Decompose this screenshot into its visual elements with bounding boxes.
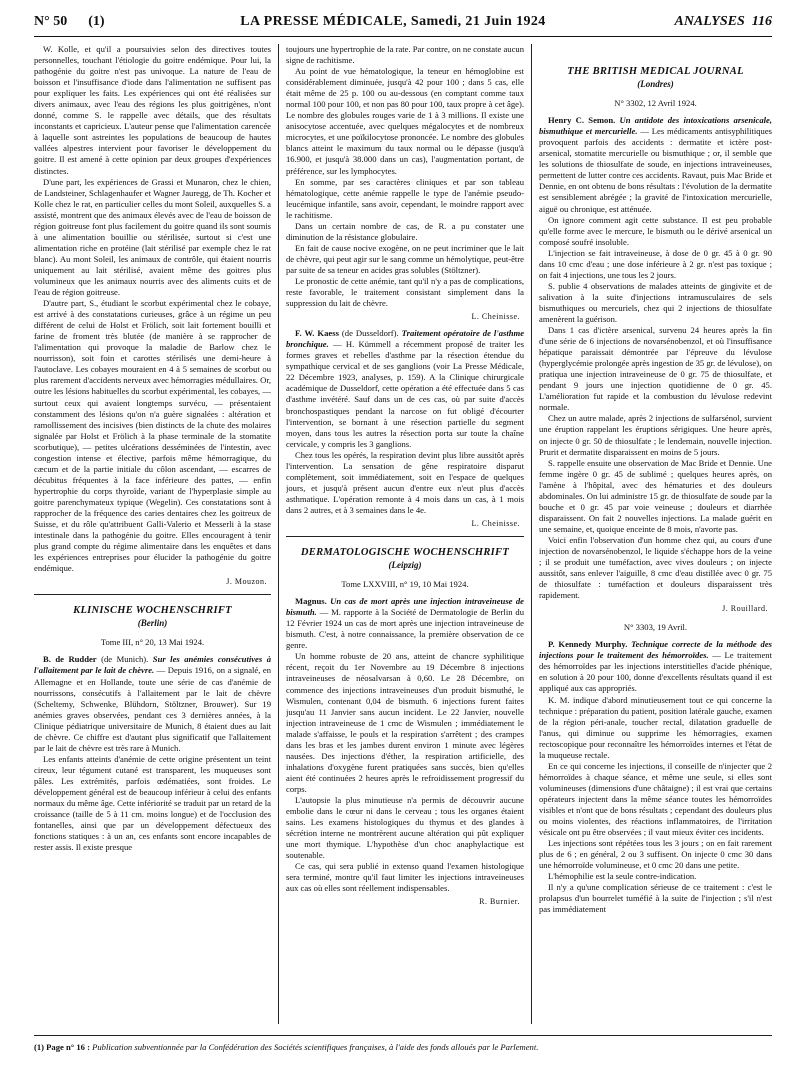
issue-number: N° 50 (1) <box>34 14 105 29</box>
article-title: Technique correcte de la méthode des injections pour le traitement des hémorroïdes. <box>539 639 772 661</box>
section-divider <box>34 594 271 595</box>
paragraph: W. Kolle, et qu'il a poursuivies selon des directives toutes personnelles, touchant l'étiologie du goitre endémique. Pour lui, la pathogénie du goitre n'est pas univoque. La nature de l'eau de boisson et l'insuffisance d'iode dans l'alimentation ne suffisent pas pour expliquer les faits. Les expériences qui ont été réalisées sur divers animaux, avec l'eau des régions les plus goitrigènes, n'ont donné, comme S. le rappelle avec détails, que des résultats inconstants et capricieux. L'auteur pense que l'alimentation carencée à laquelle sont astreintes les populations de beaucoup de hautes vallées alpestres intervient pour favoriser le développement du goitre. Il est amené à cette opinion par deux groupes d'expériences distinctes. <box>34 44 271 176</box>
author-signature: J. Rouillard. <box>722 604 768 614</box>
article-paragraph: P. Kennedy Murphy. Technique correcte de la méthode des injections pour le traitement des hémorroïdes. — Le traitement des hémorroïdes par les injections interstitielles d'acide phénique, en solution à 20 pour 100, donne d'excellents résultats quand il est appliqué aux cas appropriés. <box>539 639 772 694</box>
page-header <box>34 14 772 36</box>
article-author: B. de Rudder <box>43 654 97 665</box>
author-signature: L. Cheinisse. <box>471 518 520 528</box>
article-author: F. W. Kaess <box>295 328 339 339</box>
article-title: Un cas de mort après une injection intraveineuse de bismuth. <box>286 596 524 618</box>
column-divider <box>531 44 532 1024</box>
article-author: Henry C. Semon. <box>548 115 616 126</box>
paragraph: D'une part, les expériences de Grassi et Munaron, chez le chien, de Landsteiner, Schlagenhaufer et Wagner Jauregg, de Th. Kocher et Kolle chez le rat, en particulier celles du mont Soleil, auxquelles S. a assisté, montrent que des animaux élevés avec de l'eau de boisson de région goitreuse font plus facilement du goitre quand ils sont soumis à une alimentation bouillie ou stérilisée, surtout si c'est une alimentation riche en protéine (lait stérilisé par exemple chez le rat blanc). Au mont Soleil, les animaux de contrôle, qui étaient nourris uniquement au lait stérilisé, avaient même des goitres plus volumineux que les animaux nourris avec des aliments cuits et de l'eau de région goitreuse. <box>34 176 271 298</box>
paragraph: Il n'y a qu'une complication sérieuse de ce traitement : c'est le prolapsus d'un bourrelet tuméfié à la suite de l'injection ; s'il n'est pas immédiatement <box>539 882 772 915</box>
paragraph: Chez tous les opérés, la respiration devint plus libre aussitôt après l'intervention. La sensation de gêne respiratoire disparut complètement, soit immédiatement, soit en l'espace de quelques jours, et jusqu'à présent aucun d'entre eux n'eut plus d'accès asthmatique. L'opération remonte à 4 mois dans un cas, à 1 mois dans 2 autres, et à 3 semaines dans le 4e. <box>286 449 524 515</box>
article-paragraph: Magnus. Un cas de mort après une injection intraveineuse de bismuth. — M. rapporte à la Société de Dermatologie de Berlin du 12 Février 1924 un cas de mort après une injection intraveineuse de bismuth. C'est, à notre connaissance, la première observation de ce genre. <box>286 596 524 651</box>
paragraph: En somme, par ses caractères cliniques et par son tableau hématologique, cette anémie rappelle le type de l'anémie pseudo-leucémique infantile, sans avoir, cependant, le moindre rapport avec le rachitisme. <box>286 176 524 220</box>
column-1 <box>34 44 271 1024</box>
article-paragraph: B. de Rudder (de Munich). Sur les anémies consécutives à l'allaitement par le lait de chèvre. — Depuis 1916, on a signalé, en Allemagne et en Hollande, toute une série de cas d'anémie de nourrissons, consécutifs à l'allaitement par le lait de chèvre (Scheltemy, Schwenke, Blühdorn, Stöltzner, Brouwer). Sur 19 anémies graves observées, pendant ces 3 dernières années, à la Clinique pédiatrique universitaire de Munich, 8 étaient dues au lait de chèvre. Ce chiffre est d'autant plus significatif que l'allaitement par le lait de chèvre est très rare à Munich. <box>34 654 271 753</box>
page-number: 116 <box>751 14 772 29</box>
article-title: Sur les anémies consécutives à l'allaitement par le lait de chèvre. <box>34 654 271 676</box>
article-title: Traitement opératoire de l'asthme bronchique. <box>286 328 524 350</box>
issue-line: N° 3303, 19 Avril. <box>623 622 688 633</box>
paragraph: On ignore comment agit cette substance. Il est peu probable qu'elle forme avec le mercure, le bismuth ou le dérivé arsenical un composé soufré insoluble. <box>539 214 772 247</box>
paragraph: K. M. indique d'abord minutieusement tout ce qui concerne la technique : préparation du patient, position latérale gauche, examen de la région péri-anale, toucher rectal, dilatation graduelle de l'anus, qui diminue ou supprime les hémorragies, examen rectoscopique pour reconnaître les hémorroïdes internes et l'état de la muqueuse rectale. <box>539 694 772 760</box>
journal-title: KLINISCHE WOCHENSCHRIFT <box>73 605 232 617</box>
article-author: Magnus. <box>295 596 327 607</box>
paragraph: Dans 1 cas d'ictère arsenical, survenu 24 heures après la fin d'une série de 6 injections de novarsénobenzol, et où l'insuffisance hépatique paraissait démontrée par l'épreuve du lévulose (hyperglycémie prolongée après ingestion de 35 gr. de lévulose), on pratiqua une injection intraveineuse de 0 gr. 75 de thiosulfate, et pendant 9 jours une injection quotidienne de 0 gr. 45. L'amélioration fut rapide et la combustion du lévulose redevint normale. <box>539 325 772 413</box>
header-divider <box>34 36 772 37</box>
author-signature: R. Burnier. <box>479 897 520 907</box>
paragraph: S. publie 4 observations de malades atteints de gingivite et de salivation à la suite d'injections intramusculaires de sels bismuthiques ou mercuriels, chez qui 2 injections de thiosulfate amenèrent la guérison. <box>539 280 772 324</box>
page-footer <box>34 1042 772 1052</box>
article-author: P. Kennedy Murphy. <box>548 639 628 650</box>
journal-city: (Leipzig) <box>388 560 422 571</box>
paragraph: Chez un autre malade, après 2 injections de sulfarsénol, survient une éruption rappelant les éruptions sérigiques. Une heure après, on injecte 0 gr. 50 de thiosulfate ; le lendemain, nouvelle injection. Prurit et dermatite disparaissent en moins de 5 jours. <box>539 413 772 457</box>
paragraph: En ce qui concerne les injections, il conseille de n'injecter que 2 hémorroïdes à chaque séance, et même une seule, si elles sont volumineuses (dimensions d'une châtaigne) ; il est vrai que certains opérateurs injectent dans la même séance toutes les hémorroïdes visibles et n'ont que de bons résultats ; cependant des douleurs plus ou moins violentes, des réactions inflammatoires, de l'irritation vésicale ont pu être observées ; il vaut mieux éviter ces incidents. <box>539 760 772 838</box>
paragraph: Les enfants atteints d'anémie de cette origine présentent un teint cireux, leur tégument cutané est transparent, les muqueuses sont pâles. Les extrémités, parfois œdématiées, sont froides. Le développement général est de beaucoup inférieur à celui des enfants normaux du même âge. Cette infériorité se traduit par un retard de la croissance (taille de 5 à 11 cm. moins longue) et de l'occlusion des fontanelles, ainsi que par un développement défectueux des fonctions statiques : à un an, ces enfants sont encore incapables de rester assis. Il existe presque <box>34 753 271 853</box>
footnote-marker: (1) <box>88 14 105 29</box>
journal-title: THE BRITISH MEDICAL JOURNAL <box>567 66 744 77</box>
journal-title: DERMATOLOGISCHE WOCHENSCHRIFT <box>300 547 510 559</box>
paragraph: Le pronostic de cette anémie, tant qu'il n'y a pas de complications, reste favorable, le traitement consistant simplement dans la suppression du lait de chèvre. <box>286 275 524 309</box>
footer-divider <box>34 1035 772 1036</box>
paragraph: L'hémophilie est la seule contre-indication. <box>548 871 697 882</box>
issue-line: Tome III, n° 20, 13 Mai 1924. <box>100 637 205 648</box>
article-title: Un antidote des intoxications arsenicale, bismuthique et mercurielle. <box>539 115 772 137</box>
column-2 <box>286 44 524 1024</box>
article-paragraph: F. W. Kaess (de Dusseldorf). Traitement opératoire de l'asthme bronchique. — H. Kümmell a récemment proposé de traiter les formes graves et rebelles d'asthme par la résection étendue du sympathique cervical et de ses ganglions (voir La Presse Médicale, 22 Décembre 1923, analyses, p. 159). A la Clinique chirurgicale académique de Dusseldorf, cette opération a été effectuée dans 5 cas d'asthme invétéré. Sauf dans un de ces cas, où par suite d'accès bronchospastiques pendant la narcose on fut obligé d'écourter l'intervention, se bornant à une résection partielle du segment moyen, dans tous les autres la résection porta sur toute la chaîne cervicale, y compris les 3 ganglions. <box>286 328 524 449</box>
column-divider <box>278 44 279 1024</box>
paragraph: D'autre part, S., étudiant le scorbut expérimental chez le cobaye, est arrivé à des constatations curieuses, grâce à un régime un peu différent de celui de Holst et Frölich, soit lait fortement bouilli et farine de froment très blutée (de manière à se rapprocher de l'alimentation qui provoque la maladie de Barlow chez le nourrisson), soit foin et carottes stérilisés une demi-heure à l'autoclave. Les cobayes mouraient en 4 à 5 semaines de scorbut ou plus rarement d'accidents nerveux avec hémorragies médullaires. Or, outre les lésions habituelles du scorbut expérimental, les cobayes, — surtout ceux qui avaient longtemps survécu, — présentaient constamment des lésions qu'on n'a guère signalées : altération et ramollissement des incisives (bien distincts de la chute des molaires signalée par Holst et Frölich à la phase terminale de la stomatite scorbutique), — petites ulcérations desséminées de l'intestin, avec congestion intense et élective, parfois même hémorragique, du cæcum et de la partie initiale du côlon ascendant, — escarres de décubitus fréquentes à la face inférieure des pattes, — enfin hypertrophie du corps thyroïde, variant de l'hyperplasie simple au goitre parenchymateux typique (Wegelin). Ces constatations sont à rapprocher de la fréquence des caries dentaires chez les goitreux de Suisse, et du rôle qu'attribuent Galli-Valerio et Messerli à la stase intestinale dans la pathogénie du goitre. Elles encouragent à tenir plus grand compte du régime alimentaire dans les enquêtes et dans les expériences entreprises pour élucider la pathogénie du goitre endémique. <box>34 298 271 574</box>
paragraph: S. rappelle ensuite une observation de Mac Bride et Dennie. Une femme ingère 0 gr. 45 de sublimé ; quelques heures après, on l'amène à l'hôpital, avec des hématuries et des douleurs abdominales. On lui administre 15 gr. de thiosulfate de soude par la bouche et 0 gr. 45 par voie veineuse ; douleurs et diarrhée disparaissent. On fait 2 nouvelles injections. La malade guérit en une semaine, et, quoique enceinte de 8 mois, n'avorte pas. <box>539 457 772 534</box>
paragraph: En fait de cause nocive exogène, on ne peut incriminer que le lait de chèvre, qui peut agir sur le sang comme un hémolytique, peut-être par suite de sa teneur en acides gras solubles (Stöltzner). <box>286 242 524 275</box>
issue-line: Tome LXXVIII, n° 19, 10 Mai 1924. <box>341 579 469 590</box>
paragraph: Au point de vue hématologique, la teneur en hémoglobine est considérablement diminuée, jusqu'à 42 pour 100 ; dans 5 cas, elle était même de 25 p. 100 ou au-dessous (en comptant comme taux normal 100 pour 100, et non pas 80 pour 100, taux propre à cet âge). Le nombre des globules rouges varie de 1 à 3 millions. Il existe une anisocytose accentuée, avec quelques mégalocytes et de nombreux microcytes, et une poïkilocytose prononcée. Le nombre des globules blancs atteint le maximum du taux normal ou le dépasse (jusqu'à 16.900, et jusqu'à 38.000 dans un cas), l'augmentation portant, de préférence, sur les lymphocytes. <box>286 66 524 176</box>
article-paragraph: Henry C. Semon. Un antidote des intoxications arsenicale, bismuthique et mercurielle. — Les médicaments antisyphilitiques provoquent parfois des accidents : dermatite et ictère post-arsenical, stomatite mercurielle ou bismuthique ; or, il semble que les solutions de thiosulfate de soude, en injections intraveineuses, permettent de lutter contre ces accidents. Ravaut, puis Mac Bride et Dennie, en ont obtenu de bons résultats : l'évolution de la dermatite est sensiblement abrégée ; la gravité de l'intoxication mercurielle, aiguë ou chronique, est atténuée. <box>539 115 772 214</box>
masthead-title: LA PRESSE MÉDICALE, Samedi, 21 Juin 1924 <box>240 14 546 29</box>
column-3 <box>539 44 772 1024</box>
footer-label: (1) Page n° 16 : <box>34 1042 90 1052</box>
paragraph: Dans un certain nombre de cas, de R. a pu constater une diminution de la résistance globulaire. <box>286 220 524 242</box>
section-divider <box>286 536 524 537</box>
paragraph: L'autopsie la plus minutieuse n'a permis de découvrir aucune embolie dans le cœur ni dans le cerveau ; tous les organes étaient sains. Les examens histologiques du thymus et des glandes à sécrétion interne ne montrèrent aucune altération qui pût expliquer une mort thymique. L'hypothèse d'un choc anaphylactique est soutenable. <box>286 795 524 861</box>
paragraph: Un homme robuste de 20 ans, atteint de chancre syphilitique récent, reçoit du 1er Novembre au 19 Décembre 8 injections intraveineuses de néosalvarsan à 0,60. Le 28 Décembre, on commence des injections intraveineuses d'un produit bismuthé, le Wismulen, contenant 0,04 de bismuth. 6 injections furent faites jusqu'au 11 Janvier sans aucun incident. Le 22 Janvier, nouvelle injection intraveineuse de 1 cmc de Wismulen ; immédiatement le malade s'affaisse, le pouls et la respiration s'arrêtent ; des crampes dans les bras et les jambes durent environ 1 minute avec légères nausées. Des injections d'éther, la respiration artificielle, des inhalations d'oxygène furent pratiquées sans succès, bien qu'elles aient été continuées 2 heures après le refroidissement progressif du corps. <box>286 651 524 794</box>
paragraph: toujours une hypertrophie de la rate. Par contre, on ne constate aucun signe de rachitisme. <box>286 44 524 66</box>
journal-city: (Londres) <box>637 79 674 90</box>
paragraph: Voici enfin l'observation d'un homme chez qui, au cours d'une injection de novarsénobenzol, le liquide s'échappe hors de la veine ; il se produit une tuméfaction, avec vives douleurs ; on injecte aussitôt, sans enlever l'aiguille, 8 cmc d'eau distillée avec 0 gr. 75 de thiosulfate : tuméfaction et douleurs disparaissent très rapidement. <box>539 534 772 601</box>
paragraph: Ce cas, qui sera publié in extenso quand l'examen histologique sera terminé, montre qu'il faut limiter les injections intraveineuses aux cas où elles sont réellement indispensables. <box>286 861 524 894</box>
issue-line: N° 3302, 12 Avril 1924. <box>614 98 697 109</box>
section-label: ANALYSES 116 <box>674 14 772 29</box>
paragraph: L'injection se fait intraveineuse, à dose de 0 gr. 45 à 0 gr. 90 dans 10 cmc d'eau ; une dose inférieure à 2 gr. n'est pas toxique ; on fait 4 injections, une tous les 2 jours. <box>539 247 772 280</box>
paragraph: Les injections sont répétées tous les 3 jours ; on en fait rarement plus de 6 ; en général, 2 ou 3 suffisent. On injecte 0 cmc 30 dans une hémorroïde volumineuse, et 0 cmc 20 dans une petite. <box>539 838 772 871</box>
author-signature: L. Cheinisse. <box>471 312 520 322</box>
author-signature: J. Mouzon. <box>226 577 267 587</box>
footer-text: Publication subventionnée par la Confédération des Sociétés scientifiques françaises, à l'aide des fonds alloués par le Parlement. <box>89 1042 539 1052</box>
journal-city: (Berlin) <box>137 618 168 629</box>
